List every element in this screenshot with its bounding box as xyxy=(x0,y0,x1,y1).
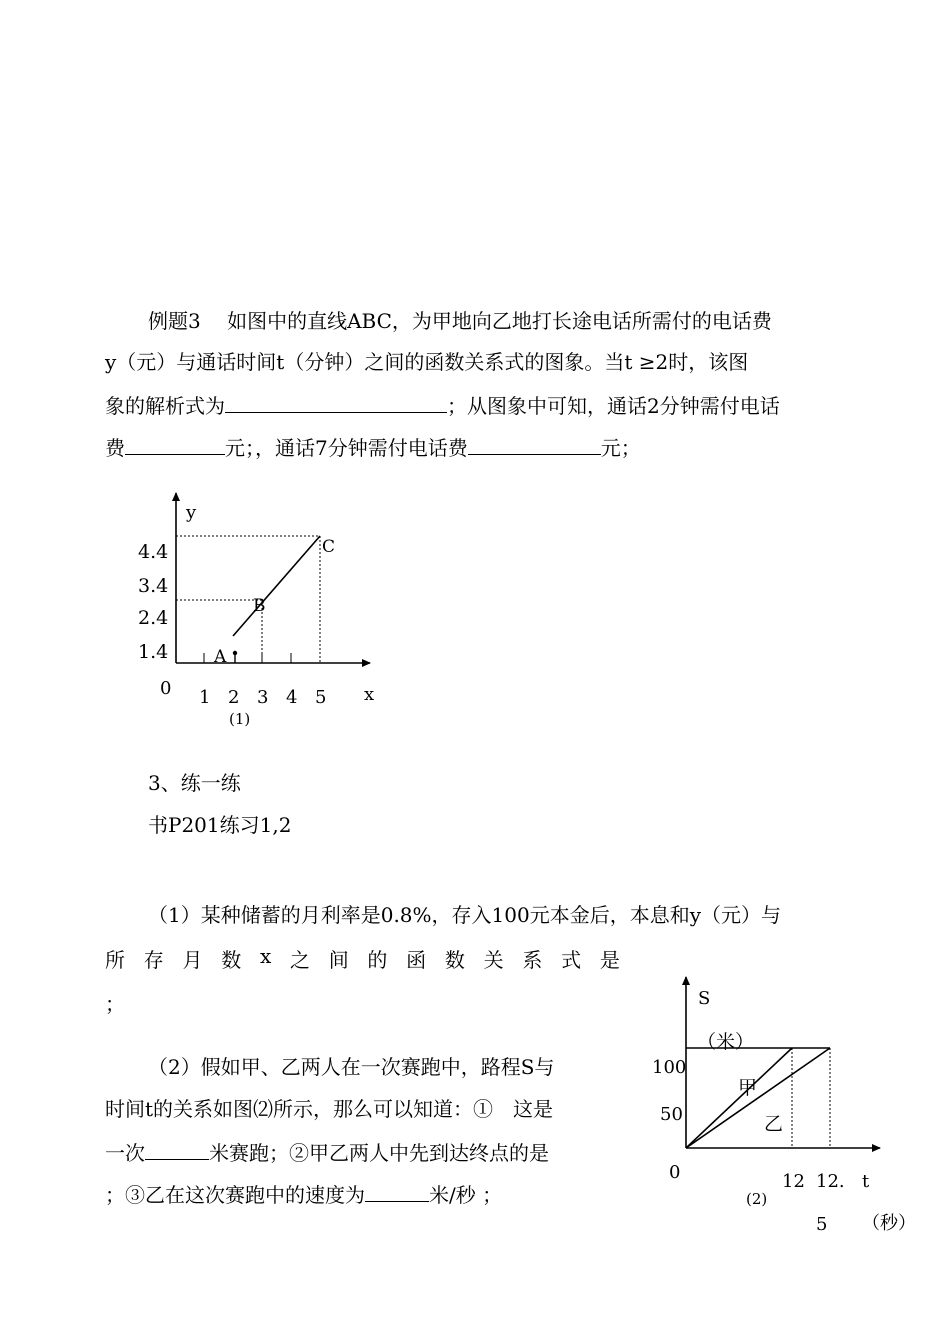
fig1-x-label: x xyxy=(364,684,375,705)
example3-line4-a: 费 xyxy=(105,436,125,460)
fig1-y-tick-3-4: 3.4 xyxy=(138,575,169,597)
figure-1 xyxy=(138,493,374,728)
q2-line4-b: 米/秒 ； xyxy=(429,1183,503,1207)
q2-line3-b: 米赛跑；②甲乙两人中先到达终点的是 xyxy=(209,1141,549,1165)
fig2-x-tick-12: 12 xyxy=(782,1171,805,1192)
q2-line1: （2）假如甲、乙两人在一次赛跑中，路程S与 xyxy=(148,1055,555,1079)
fig1-x-tick-2: 2 xyxy=(228,687,240,708)
q2-line2: 时间t的关系如图⑵所示，那么可以知道：① 这是 xyxy=(105,1097,554,1121)
q1-word: 间 xyxy=(328,948,349,972)
fig2-y-unit: （米） xyxy=(697,1031,755,1053)
fig1-point-a-label: A xyxy=(214,647,227,667)
fig1-x-tick-3: 3 xyxy=(257,687,269,708)
fig1-x-tick-5: 5 xyxy=(315,687,327,708)
q1-line1: （1）某种储蓄的月利率是0.8%，存入100元本金后，本息和y（元）与 xyxy=(148,903,782,927)
fig1-y-tick-1-4: 1.4 xyxy=(138,641,169,663)
q1-line3: ； xyxy=(105,992,125,1016)
fig2-x-tick-12-5-top: 12. xyxy=(816,1171,845,1192)
example3-line3-a: 象的解析式为 xyxy=(105,394,225,418)
q1-word: 的 xyxy=(367,948,388,972)
example3-line2: y（元）与通话时间t（分钟）之间的函数关系式的图象。当t ≥2时，该图 xyxy=(105,350,749,374)
fig1-origin: 0 xyxy=(160,678,172,699)
fig2-x-label: t xyxy=(862,1171,870,1192)
fig2-caption: (2) xyxy=(746,1190,768,1208)
fig2-label-yi: 乙 xyxy=(764,1113,784,1135)
q1-word: 月 xyxy=(182,948,203,972)
q1-word: 系 xyxy=(522,948,543,972)
example3-line4-b: 元；，通话7分钟需付电话费 xyxy=(225,436,468,460)
fig2-y-tick-100: 100 xyxy=(652,1057,687,1078)
figure-2 xyxy=(652,977,916,1235)
q1-word: 之 xyxy=(289,948,310,972)
fig1-y-tick-2-4: 2.4 xyxy=(138,607,169,629)
q1-word: 存 xyxy=(143,948,164,972)
fig2-label-jia: 甲 xyxy=(738,1077,758,1099)
q1-word: 函 xyxy=(406,948,427,972)
fig2-x-unit: （秒） xyxy=(862,1213,916,1234)
q1-word: x xyxy=(259,944,272,968)
q1-word: 数 xyxy=(221,948,242,972)
example3-line1: 例题3 如图中的直线ABC，为甲地向乙地打长途电话所需付的电话费 xyxy=(148,309,772,333)
fig1-caption: (1) xyxy=(229,710,251,728)
book-reference: 书P201练习1,2 xyxy=(148,813,292,837)
fig2-origin: 0 xyxy=(669,1162,681,1183)
q1-word: 所 xyxy=(105,948,125,972)
example3-line4-c: 元； xyxy=(600,436,641,460)
q1-word: 式 xyxy=(561,948,582,972)
fig1-x-tick-4: 4 xyxy=(286,687,298,708)
fig2-y-label: S xyxy=(698,988,711,1009)
q2-line4-a: ；③乙在这次赛跑中的速度为 xyxy=(105,1183,365,1207)
fig1-y-label: y xyxy=(186,502,197,523)
fig2-y-tick-50: 50 xyxy=(660,1104,683,1125)
q1-word: 数 xyxy=(444,948,465,972)
fig1-y-tick-4-4: 4.4 xyxy=(138,541,169,563)
fig1-line-abc xyxy=(233,536,320,636)
fig2-x-tick-12-5-bottom: 5 xyxy=(816,1214,828,1235)
q2-line3-a: 一次 xyxy=(105,1141,145,1165)
fig1-point-c-label: C xyxy=(322,537,336,557)
practice-heading: 3、练一练 xyxy=(148,771,241,795)
fig1-x-tick-1: 1 xyxy=(199,687,211,708)
fig2-series-yi xyxy=(686,1048,830,1148)
q1-word: 是 xyxy=(599,948,620,972)
example3-line3-b: ；从图象中可知，通话2分钟需付电话 xyxy=(447,394,780,418)
q1-word: 关 xyxy=(483,948,504,972)
fig1-point-b-label: B xyxy=(253,596,266,616)
